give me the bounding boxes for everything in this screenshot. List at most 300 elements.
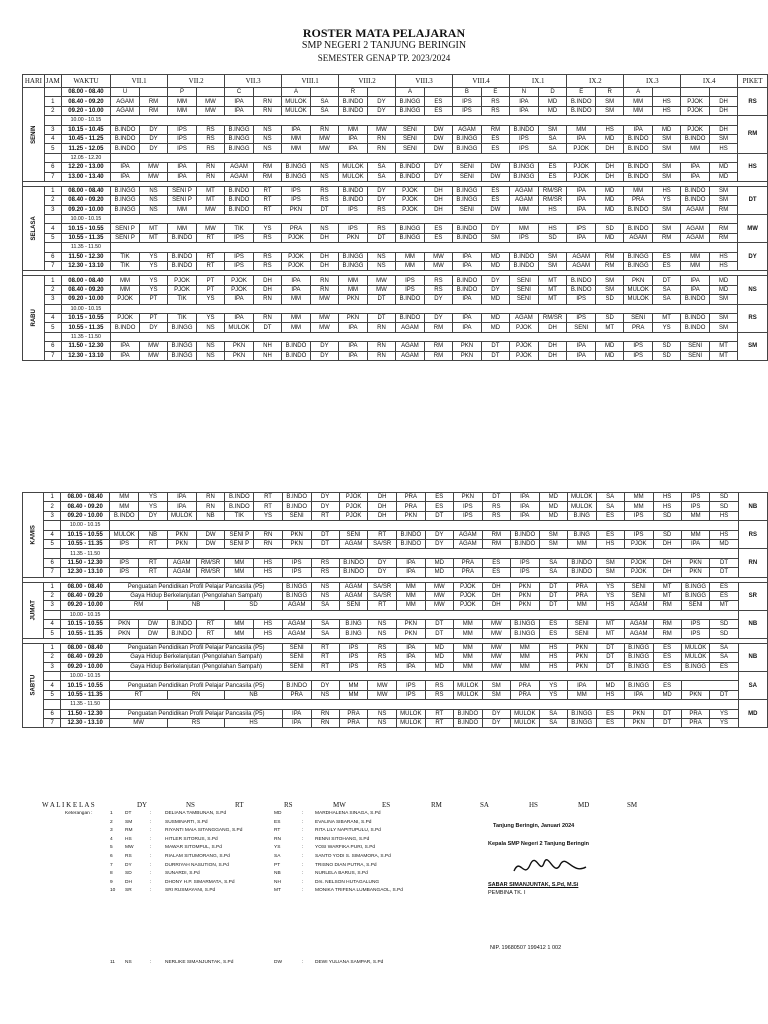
table-row — [23, 672, 768, 681]
subject-cell: SA — [311, 601, 339, 610]
time-slot: 11.25 - 12.05 — [61, 144, 110, 153]
subject-cell: DW — [424, 134, 452, 143]
subject-cell: RM — [596, 252, 624, 261]
subject-cell: HS — [254, 558, 283, 567]
subject-cell: IPS — [681, 629, 710, 638]
subject-cell: ES — [424, 97, 452, 106]
subject-cell: SENI — [567, 629, 596, 638]
subject-cell: PKN — [567, 662, 596, 671]
ket-colon: : — [302, 879, 304, 885]
table-row — [23, 549, 768, 558]
break-cell — [111, 116, 738, 125]
subject-cell: B.INDO — [567, 568, 596, 577]
ket-code: DY — [125, 862, 132, 868]
subject-cell: ES — [481, 196, 509, 205]
subject-cell: B.INDO — [681, 313, 710, 322]
jam-number — [44, 700, 60, 709]
subject-cell: MD — [596, 351, 624, 360]
subject-cell: MM — [111, 285, 140, 294]
time-slot: 10.55 - 11.35 — [60, 690, 109, 699]
wali-name: SA — [480, 801, 489, 809]
subject-cell: ES — [653, 643, 681, 652]
ket-colon: : — [302, 888, 304, 894]
table-row — [23, 116, 768, 125]
subject-cell: IPS — [339, 643, 368, 652]
jam-number: 1 — [44, 97, 61, 106]
subject-cell: NS — [253, 134, 281, 143]
subject-cell: IPA — [567, 205, 596, 214]
piket-teacher: HS — [738, 153, 768, 181]
ket-colon: : — [302, 845, 304, 851]
subject-cell: MW — [367, 125, 395, 134]
subject-cell: IPA — [567, 186, 596, 195]
subject-cell: PJOK — [282, 233, 311, 242]
ket-colon: : — [150, 828, 152, 834]
subject-cell: MM — [681, 511, 710, 520]
ket-name: EVALINA SIBARANI, S.Pd — [315, 819, 372, 825]
subject-cell: IPA — [510, 493, 539, 502]
table-row — [23, 582, 768, 591]
subject-cell: RS — [368, 662, 397, 671]
subject-cell: RT — [253, 205, 281, 214]
subject-cell: DW — [481, 163, 509, 172]
wali-name: SM — [627, 801, 638, 809]
table-row — [23, 351, 768, 360]
subject-cell: IPA — [396, 568, 425, 577]
subject-cell: MD — [481, 313, 509, 322]
ket-colon: : — [150, 845, 152, 851]
table-row — [23, 323, 768, 332]
table-row — [23, 511, 768, 520]
subject-cell: IPS — [510, 568, 539, 577]
subject-cell: PKN — [110, 629, 139, 638]
signature-mark — [510, 853, 590, 883]
subject-cell: AGAM — [681, 205, 710, 214]
ket-name: RIALAM SITUMORANG, S.Pd — [165, 854, 230, 859]
subject-cell: DT — [311, 530, 339, 539]
subject-cell: ES — [596, 718, 624, 727]
subject-cell: SM — [482, 690, 510, 699]
subject-cell: IPA — [225, 97, 254, 106]
subject-cell: MM — [282, 144, 311, 153]
subject-cell: RN — [367, 144, 395, 153]
subject-cell: HS — [653, 186, 681, 195]
jam-number: 3 — [44, 601, 60, 610]
subject-cell: SA — [539, 568, 567, 577]
subject-cell: DY — [367, 106, 395, 115]
subject-cell: B.INDO — [681, 186, 710, 195]
subject-cell: MW — [482, 662, 510, 671]
jam-number: 4 — [44, 620, 60, 629]
subject-cell: B.INGG — [681, 591, 710, 600]
p5-teacher: RM — [110, 601, 167, 610]
jam-number: 5 — [44, 144, 61, 153]
subject-cell: MD — [709, 172, 737, 181]
ket-number: 1 — [110, 811, 113, 816]
subject-cell: SM — [482, 681, 510, 690]
subject-cell: AGAM — [225, 172, 254, 181]
subject-cell: B.INGG — [111, 186, 140, 195]
filler — [709, 88, 737, 97]
jam-number: 7 — [44, 351, 61, 360]
subject-cell: MW — [368, 690, 397, 699]
subject-cell: IPA — [453, 323, 482, 332]
piket-teacher: MW — [738, 215, 768, 243]
subject-cell: RM — [653, 233, 681, 242]
subject-cell: DT — [539, 582, 567, 591]
subject-cell: MD — [425, 643, 453, 652]
subject-cell: B.INDO — [624, 163, 653, 172]
subject-cell: MD — [710, 539, 738, 548]
subject-cell: IPS — [225, 262, 254, 271]
subject-cell: NS — [367, 252, 395, 261]
subject-cell: HS — [539, 662, 567, 671]
subject-cell: AGAM — [567, 252, 596, 261]
subject-cell: MM — [453, 643, 482, 652]
subject-cell: IPA — [282, 709, 311, 718]
break-cell — [110, 700, 738, 709]
subject-cell: IPA — [282, 125, 311, 134]
subject-cell: B.INDO — [567, 558, 596, 567]
subject-cell: MM — [510, 205, 539, 214]
subject-cell: DT — [710, 558, 738, 567]
subject-cell: TIK — [168, 295, 197, 304]
day-name: KAMIS — [23, 493, 44, 578]
subject-cell: B.INDO — [282, 681, 311, 690]
subject-cell: IPA — [510, 97, 539, 106]
jam-number: 7 — [44, 172, 61, 181]
subject-cell: B.INDO — [110, 511, 139, 520]
subject-cell: YS — [539, 681, 567, 690]
subject-cell: SD — [710, 493, 738, 502]
subject-cell: IPS — [624, 530, 653, 539]
subject-cell: IPS — [681, 620, 710, 629]
subject-cell: ES — [653, 662, 681, 671]
ket-code: PT — [274, 862, 281, 868]
subject-cell: AGAM — [624, 601, 653, 610]
subject-cell: SENI — [567, 323, 596, 332]
jam-number: 1 — [44, 582, 60, 591]
subject-cell: RN — [196, 172, 224, 181]
wali-name: RM — [431, 801, 442, 809]
subject-cell: DW — [424, 144, 452, 153]
piket-teacher: DY — [738, 243, 768, 271]
subject-cell: MM — [282, 323, 311, 332]
subject-cell: MULOK — [453, 681, 482, 690]
subject-cell: IPS — [510, 233, 539, 242]
subject-cell: SA — [539, 709, 567, 718]
subject-cell: MW — [424, 262, 452, 271]
subject-cell: B.INGG — [282, 172, 311, 181]
subject-cell: RM — [139, 97, 167, 106]
subject-cell: YS — [653, 196, 681, 205]
subject-cell: RM — [653, 601, 681, 610]
subject-cell: NS — [368, 629, 397, 638]
ket-colon: : — [150, 819, 152, 825]
subject-cell: DH — [253, 285, 281, 294]
subject-cell: B.INDO — [396, 172, 425, 181]
time-slot: 09.20 - 10.00 — [60, 511, 109, 520]
break-cell — [111, 153, 738, 162]
ket-code: MD — [274, 811, 282, 816]
subject-cell: RT — [311, 643, 339, 652]
subject-cell: ES — [653, 252, 681, 261]
subject-cell: SD — [653, 530, 681, 539]
subject-cell: MM — [681, 252, 710, 261]
subject-cell: B.INDO — [681, 196, 710, 205]
subject-cell: B.INGG — [396, 233, 425, 242]
subject-cell: PKN — [567, 643, 596, 652]
subject-cell: DY — [425, 539, 453, 548]
subject-cell: MW — [196, 224, 224, 233]
time-slot: 12.20 - 13.00 — [61, 163, 110, 172]
table-row — [23, 97, 768, 106]
subject-cell: B.ING — [339, 629, 368, 638]
subject-cell: SA — [596, 493, 624, 502]
table-row — [23, 205, 768, 214]
subject-cell: SD — [653, 511, 681, 520]
ket-colon: : — [150, 811, 152, 816]
time-slot: 11.35 - 11.50 — [60, 549, 109, 558]
subject-cell: RS — [310, 196, 338, 205]
subject-cell: B.INGG — [168, 342, 197, 351]
subject-cell: ES — [653, 262, 681, 271]
wali-name: NS — [186, 801, 195, 809]
subject-cell: SA — [653, 295, 681, 304]
subject-cell: B.INDO — [282, 342, 311, 351]
subject-cell: MT — [653, 591, 681, 600]
subject-cell: MT — [139, 233, 167, 242]
subject-cell: RM/SR — [196, 558, 225, 567]
subject-cell: IPA — [681, 172, 710, 181]
subject-cell: DT — [653, 718, 681, 727]
subject-cell: YS — [196, 313, 224, 322]
subject-cell: MW — [196, 106, 224, 115]
jam-number — [44, 521, 60, 530]
ket-code: RN — [274, 836, 281, 842]
subject-cell: ES — [538, 172, 567, 181]
jam-number — [44, 610, 60, 619]
subject-cell: SA — [367, 172, 395, 181]
subject-cell: MD — [596, 196, 624, 205]
subject-cell: IPA — [111, 342, 140, 351]
subject-cell: RS — [424, 276, 452, 285]
jam-number: 4 — [44, 530, 60, 539]
subject-cell: SD — [710, 502, 738, 511]
subject-cell: IPA — [396, 558, 425, 567]
subject-cell: TIK — [111, 252, 140, 261]
subject-cell: B.INGG — [168, 323, 197, 332]
subject-cell: RS — [425, 681, 453, 690]
subject-cell: SENI P — [168, 196, 197, 205]
subject-cell: SENI — [624, 582, 653, 591]
subject-cell: RN — [311, 718, 339, 727]
subject-cell: MD — [425, 653, 453, 662]
ket-name: MONIKA TRIFENA LUMBANGAOL, S.Pd — [315, 888, 403, 894]
roster-table-2 — [22, 492, 768, 728]
subject-cell: SENI — [453, 163, 482, 172]
subject-cell: PKN — [681, 568, 710, 577]
subject-cell: MM — [396, 252, 425, 261]
p5-activity: Gaya Hidup Berkelanjutan (Pengolahan Sampah) — [110, 591, 282, 600]
subject-cell: MT — [538, 285, 567, 294]
subject-cell: HS — [709, 262, 737, 271]
subject-cell: RM/SR — [538, 313, 567, 322]
subject-cell: DT — [481, 342, 509, 351]
subject-cell: SENI — [453, 205, 482, 214]
time-slot: 12.30 - 13.10 — [60, 718, 109, 727]
subject-cell: PJOK — [339, 511, 368, 520]
subject-cell: MW — [310, 134, 338, 143]
subject-cell: DY — [139, 125, 167, 134]
jam-number: 4 — [44, 681, 60, 690]
subject-cell: AGAM — [396, 342, 425, 351]
subject-cell: YS — [710, 709, 738, 718]
subject-cell: AGAM — [624, 233, 653, 242]
upacara-letter: R — [339, 88, 368, 97]
subject-cell: PKN — [453, 493, 482, 502]
ket-code: DW — [274, 960, 282, 965]
subject-cell: YS — [653, 323, 681, 332]
subject-cell: AGAM — [282, 601, 311, 610]
time-slot: 08.40 - 09.20 — [61, 285, 110, 294]
subject-cell: DT — [596, 643, 624, 652]
subject-cell: RM — [424, 342, 452, 351]
subject-cell: PKN — [225, 351, 254, 360]
subject-cell: DY — [139, 134, 167, 143]
piket-teacher: RS — [738, 304, 768, 332]
subject-cell: MM — [396, 262, 425, 271]
subject-cell: PKN — [282, 539, 311, 548]
subject-cell: SENI — [339, 601, 368, 610]
ket-number: 8 — [110, 871, 113, 877]
subject-cell: RN — [196, 502, 225, 511]
col-waktu: WAKTU — [61, 75, 110, 88]
subject-cell: NS — [196, 342, 224, 351]
table-row — [23, 718, 768, 727]
subject-cell: RN — [253, 295, 281, 304]
wali-name: MD — [578, 801, 590, 809]
subject-cell: RT — [196, 252, 224, 261]
subject-cell: SENI — [453, 172, 482, 181]
subject-cell: IPS — [567, 313, 596, 322]
subject-cell: SA/SR — [368, 539, 397, 548]
subject-cell: NB — [139, 530, 168, 539]
wali-name: DY — [137, 801, 148, 809]
subject-cell: MT — [710, 601, 738, 610]
col-class: IX.1 — [510, 75, 567, 88]
subject-cell: B.INDO — [510, 252, 539, 261]
jam-number: 2 — [44, 285, 61, 294]
subject-cell: DY — [367, 186, 395, 195]
subject-cell: RT — [196, 629, 225, 638]
subject-cell: IPS — [624, 342, 653, 351]
jam-number: 2 — [44, 502, 60, 511]
subject-cell: DH — [424, 196, 452, 205]
subject-cell: IPA — [339, 323, 368, 332]
subject-cell: DT — [539, 601, 567, 610]
subject-cell: MD — [596, 186, 624, 195]
subject-cell: SD — [596, 313, 624, 322]
jam-number: 6 — [44, 163, 61, 172]
ket-code: SM — [125, 819, 133, 825]
subject-cell: B.INDO — [624, 224, 653, 233]
subject-cell: AGAM — [681, 233, 710, 242]
subject-cell: MM — [339, 125, 368, 134]
table-row — [23, 662, 768, 671]
subject-cell: B.INGG — [567, 709, 596, 718]
subject-cell: B.INDO — [225, 205, 254, 214]
subject-cell: IPA — [510, 511, 539, 520]
subject-cell: IPA — [453, 295, 482, 304]
ket-code: SD — [125, 871, 132, 877]
subject-cell: DY — [424, 163, 452, 172]
subject-cell: SA — [311, 620, 339, 629]
subject-cell: MD — [425, 558, 453, 567]
subject-cell: PRA — [339, 718, 368, 727]
subject-cell: MM — [396, 601, 425, 610]
subject-cell: IPS — [339, 224, 368, 233]
subject-cell: IPS — [282, 558, 311, 567]
subject-cell: HS — [710, 511, 738, 520]
subject-cell: DY — [310, 342, 338, 351]
subject-cell: SM — [653, 224, 681, 233]
subject-cell: MW — [196, 205, 224, 214]
ket-number: 11 — [110, 960, 115, 965]
table-row — [23, 591, 768, 600]
subject-cell: MM — [282, 134, 311, 143]
subject-cell: DY — [139, 144, 167, 153]
subject-cell: ES — [424, 233, 452, 242]
subject-cell: MULOK — [510, 718, 539, 727]
subject-cell: RM — [482, 530, 510, 539]
subject-cell: ES — [424, 224, 452, 233]
break-cell — [110, 549, 738, 558]
subject-cell: HS — [596, 690, 624, 699]
subject-cell: AGAM — [510, 196, 539, 205]
subject-cell: RN — [253, 97, 281, 106]
subject-cell: IPS — [510, 558, 539, 567]
subject-cell: PKN — [396, 629, 425, 638]
subject-cell: MM — [111, 276, 140, 285]
col-class: VIII.3 — [396, 75, 453, 88]
time-slot: 12.30 - 13.10 — [60, 568, 109, 577]
subject-cell: MM — [624, 493, 653, 502]
subject-cell: YS — [139, 285, 167, 294]
ket-colon: : — [302, 811, 304, 816]
subject-cell: B.INGG — [282, 163, 311, 172]
subject-cell: ES — [425, 493, 453, 502]
ket-name: YOSI WARFIKA PURI, S.Pd — [315, 845, 376, 851]
time-slot: 10.00 - 10.15 — [60, 521, 109, 530]
ket-colon: : — [302, 854, 304, 859]
subject-cell: SM — [709, 186, 737, 195]
subject-cell: IPA — [624, 690, 653, 699]
subject-cell: MM — [168, 224, 197, 233]
subject-cell: PJOK — [168, 276, 197, 285]
subject-cell: IPS — [681, 493, 710, 502]
col-class: VII.2 — [168, 75, 225, 88]
ket-colon: : — [150, 836, 152, 842]
time-slot: 08.40 - 09.20 — [60, 502, 109, 511]
subject-cell: IPA — [624, 125, 653, 134]
subject-cell: DW — [481, 205, 509, 214]
subject-cell: YS — [596, 591, 624, 600]
subject-cell: B.INDO — [282, 502, 311, 511]
subject-cell: SENI — [567, 620, 596, 629]
subject-cell: DH — [709, 106, 737, 115]
subject-cell: B.INDO — [453, 285, 482, 294]
